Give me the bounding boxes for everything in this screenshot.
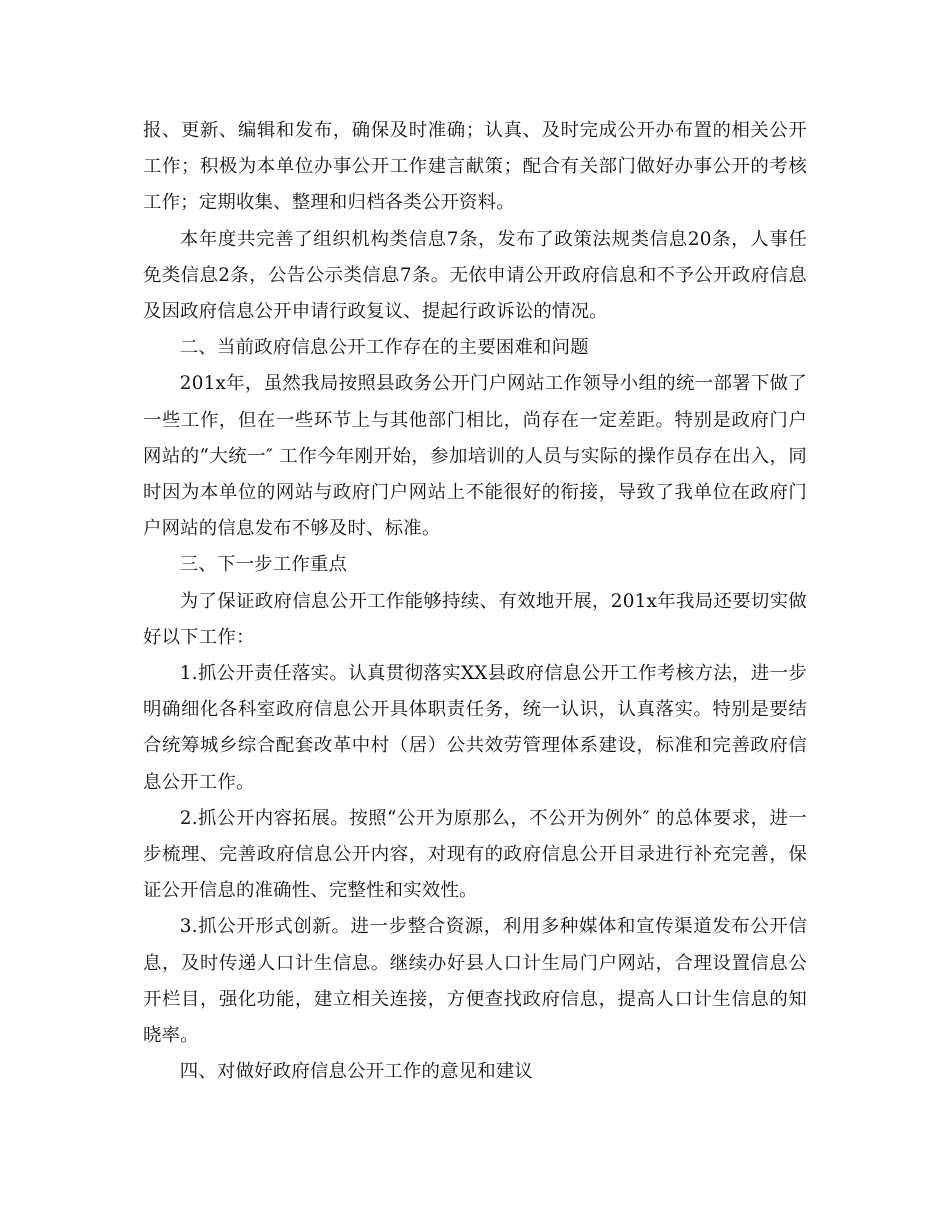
section-heading-difficulties: 二、当前政府信息公开工作存在的主要困难和问题 (179, 337, 589, 359)
paragraph-annual-statistics: 本年度共完善了组织机构类信息7条，发布了政策法规类信息20条，人事任免类信息2条，公告公示类信息7条。无依申请公开政府信息和不予公开政府信息及因政府信息公开申请行政复议、提起行政诉讼的情况。 (143, 228, 807, 323)
list-item-content-expansion: 2.抓公开内容拓展。按照“公开为原那么，不公开为例外″ 的总体要求，进一步梳理、完善政府信息公开内容，对现有的政府信息公开目录进行补充完善，保证公开信息的准确性、完整性和实效性。 (143, 807, 807, 902)
paragraph-duties-continued: 报、更新、编辑和发布，确保及时准确；认真、及时完成公开办布置的相关公开工作；积极为本单位办事公开工作建言献策；配合有关部门做好办事公开的考核工作；定期收集、整理和归档各类公开资料。 (143, 120, 807, 214)
document-body (143, 113, 807, 1090)
paragraph-next-steps-intro: 为了保证政府信息公开工作能够持续、有效地开展，201x年我局还要切实做好以下工作： (143, 590, 807, 648)
section-heading-suggestions: 四、对做好政府信息公开工作的意见和建议 (179, 1061, 534, 1083)
paragraph-difficulties: 201x年，虽然我局按照县政务公开门户网站工作领导小组的统一部署下做了一些工作，但在一些环节上与其他部门相比，尚存在一定差距。特别是政府门户网站的“大统一″ 工作今年刚开始，参加培训的人员与实际的操作员存在出入，同时因为本单位的网站与政府门户网站上不能很好的衔接，导致了我单位在政府门户网站的信息发布不够及时、标准。 (143, 373, 807, 540)
section-heading-next-steps: 三、下一步工作重点 (179, 554, 348, 576)
list-item-format-innovation: 3.抓公开形式创新。进一步整合资源，利用多种媒体和宣传渠道发布公开信息，及时传递人口计生信息。继续办好县人口计生局门户网站，合理设置信息公开栏目，强化功能，建立相关连接，方便查找政府信息，提高人口计生信息的知晓率。 (143, 916, 807, 1047)
list-item-responsibility: 1.抓公开责任落实。认真贯彻落实XX县政府信息公开工作考核方法，进一步明确细化各科室政府信息公开具体职责任务，统一认识，认真落实。特别是要结合统筹城乡综合配套改革中村（居）公共效劳管理体系建设，标准和完善政府信息公开工作。 (143, 663, 807, 793)
